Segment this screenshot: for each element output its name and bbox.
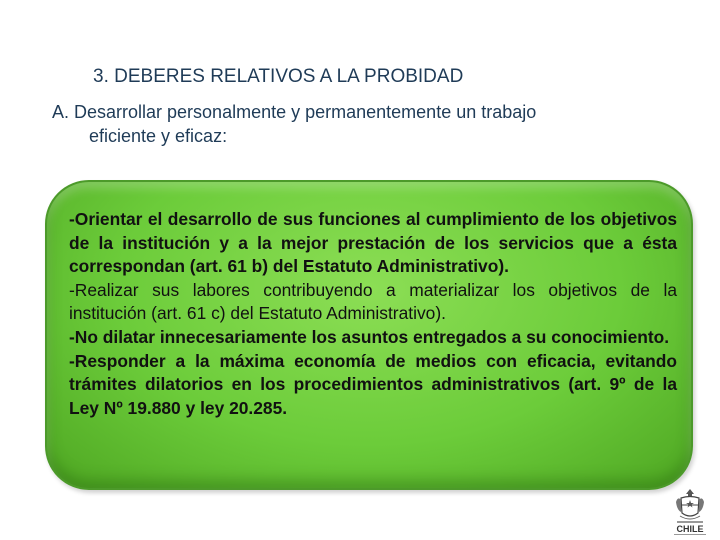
- paragraph-realizar: -Realizar sus labores contribuyendo a materializar los objetivos de la institución (art. 61 c) del Estatuto Administrativo).: [69, 279, 677, 324]
- slide-subtitle: [52, 100, 692, 148]
- coat-of-arms-icon: [668, 486, 712, 538]
- paragraph-no-dilatar: -No dilatar innecesariamente los asuntos entregados a su conocimiento.: [69, 326, 670, 347]
- content-box: [45, 180, 693, 490]
- subtitle-line-2: eficiente y eficaz:: [89, 126, 228, 146]
- box-text: [69, 208, 677, 420]
- gobierno-de-chile-logo: [668, 486, 712, 538]
- paragraph-responder: -Responder a la máxima economía de medios con eficacia, evitando trámites dilatorios en los procedimientos administrativos (art. 9º de la Ley Nº 19.880 y ley 20.285.: [69, 350, 677, 418]
- paragraph-orientar: -Orientar el desarrollo de sus funciones al cumplimiento de los objetivos de la institución y a la mejor prestación de los servicios que a ésta correspondan (art. 61 b) del Estatuto Administrativo).: [69, 209, 677, 277]
- logo-text: CHILE: [676, 524, 704, 534]
- subtitle-line-1: A. Desarrollar personalmente y permanentemente un trabajo: [52, 102, 537, 122]
- slide-title: 3. DEBERES RELATIVOS A LA PROBIDAD: [93, 66, 464, 87]
